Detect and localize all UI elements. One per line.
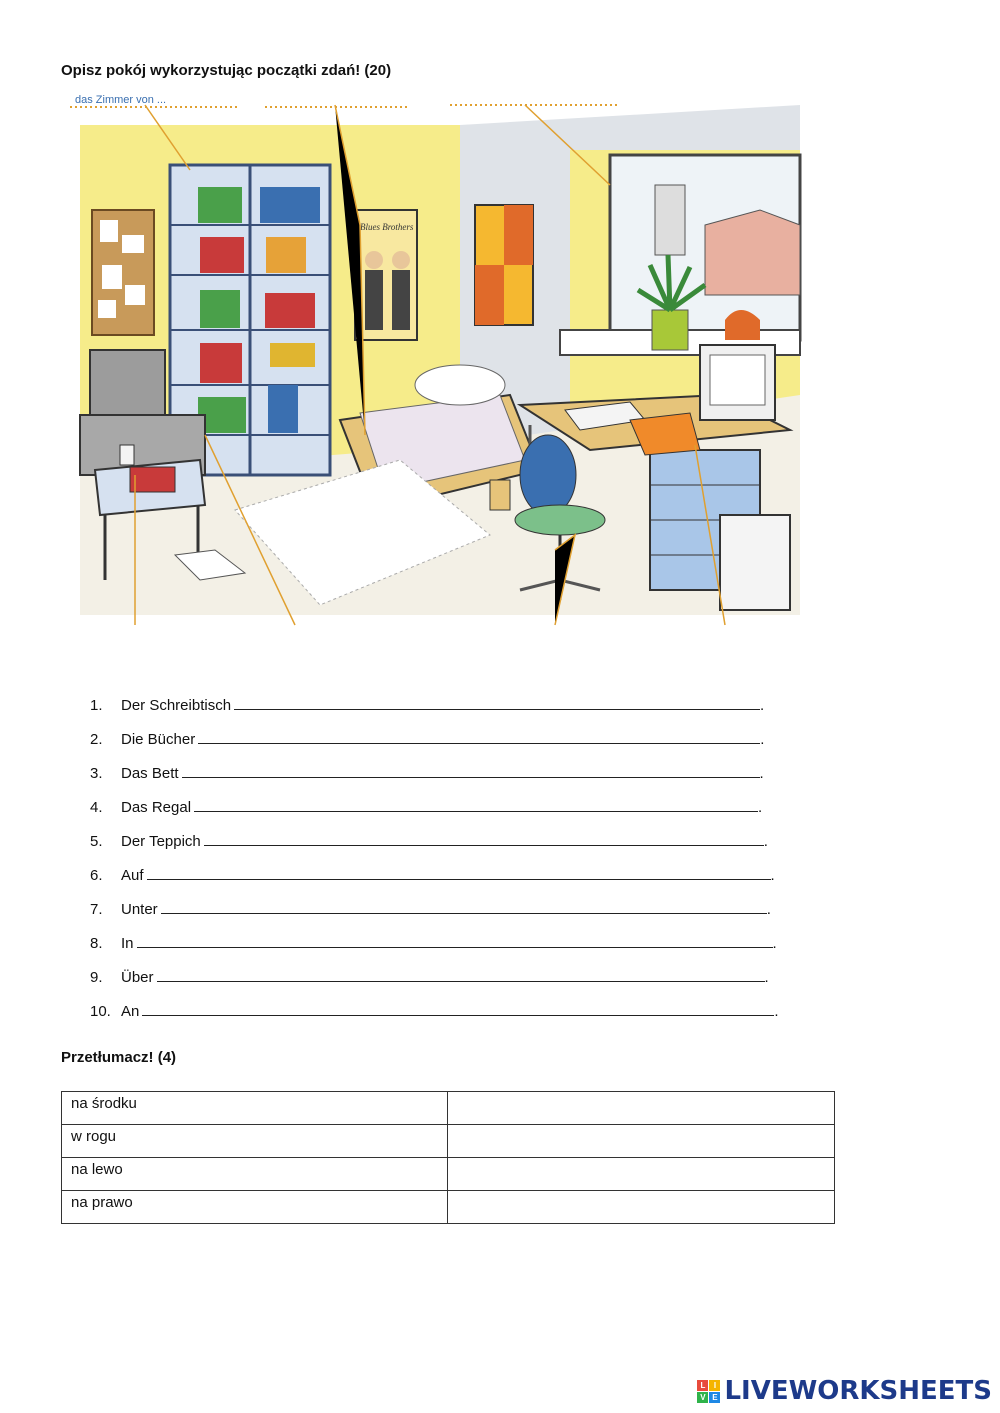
sentence-start: Die Bücher <box>121 731 196 748</box>
answer-line[interactable] <box>198 727 760 744</box>
answer-cell[interactable] <box>448 1125 835 1158</box>
polish-phrase: na lewo <box>62 1158 448 1191</box>
sentence-5: 5. Der Teppich . <box>90 829 779 863</box>
answer-line[interactable] <box>147 863 771 880</box>
sentence-4: 4. Das Regal . <box>90 795 779 829</box>
answer-line[interactable] <box>182 761 760 778</box>
sentence-start: Unter <box>121 901 158 918</box>
sentence-8: 8. In . <box>90 931 779 965</box>
sentence-start: An <box>121 1003 140 1020</box>
sentence-start: Auf <box>121 867 144 884</box>
answer-cell[interactable] <box>448 1092 835 1125</box>
logo-text: LIVEWORKSHEETS <box>724 1376 992 1406</box>
sentence-10: 10. An . <box>90 999 779 1033</box>
room-illustration <box>70 95 810 635</box>
answer-cell[interactable] <box>448 1191 835 1224</box>
sentence-9: 9. Über . <box>90 965 779 999</box>
sentence-start: Über <box>121 969 154 986</box>
sentence-start: In <box>121 935 134 952</box>
sentence-start: Das Bett <box>121 765 179 782</box>
table-row <box>62 1125 835 1158</box>
answer-cell[interactable] <box>448 1158 835 1191</box>
sentence-start: Der Schreibtisch <box>121 697 232 714</box>
sentence-list <box>90 693 779 1033</box>
sentence-2: 2. Die Bücher . <box>90 727 779 761</box>
illustration-caption: das Zimmer von ... <box>75 95 167 106</box>
sentence-7: 7. Unter . <box>90 897 779 931</box>
answer-line[interactable] <box>204 829 764 846</box>
sentence-3: 3. Das Bett . <box>90 761 779 795</box>
translate-title: Przetłumacz! (4) <box>61 1049 177 1066</box>
table-row <box>62 1158 835 1191</box>
answer-line[interactable] <box>194 795 758 812</box>
answer-line[interactable] <box>157 965 765 982</box>
translation-table <box>61 1091 835 1224</box>
worksheet-title: Opisz pokój wykorzystując początki zdań! (20) <box>61 62 392 79</box>
sentence-start: Der Teppich <box>121 833 201 850</box>
answer-line[interactable] <box>161 897 767 914</box>
answer-line[interactable] <box>234 693 760 710</box>
polish-phrase: w rogu <box>62 1125 448 1158</box>
polish-phrase: na środku <box>62 1092 448 1125</box>
table-row <box>62 1092 835 1125</box>
table-row <box>62 1191 835 1224</box>
sentence-6: 6. Auf . <box>90 863 779 897</box>
answer-line[interactable] <box>142 999 774 1016</box>
logo-blocks-icon: L I V E <box>697 1380 720 1403</box>
poster-text: Blues Brothers <box>360 222 414 232</box>
liveworksheets-logo <box>697 1376 992 1406</box>
sentence-1: 1. Der Schreibtisch . <box>90 693 779 727</box>
answer-line[interactable] <box>137 931 773 948</box>
polish-phrase: na prawo <box>62 1191 448 1224</box>
sentence-start: Das Regal <box>121 799 192 816</box>
